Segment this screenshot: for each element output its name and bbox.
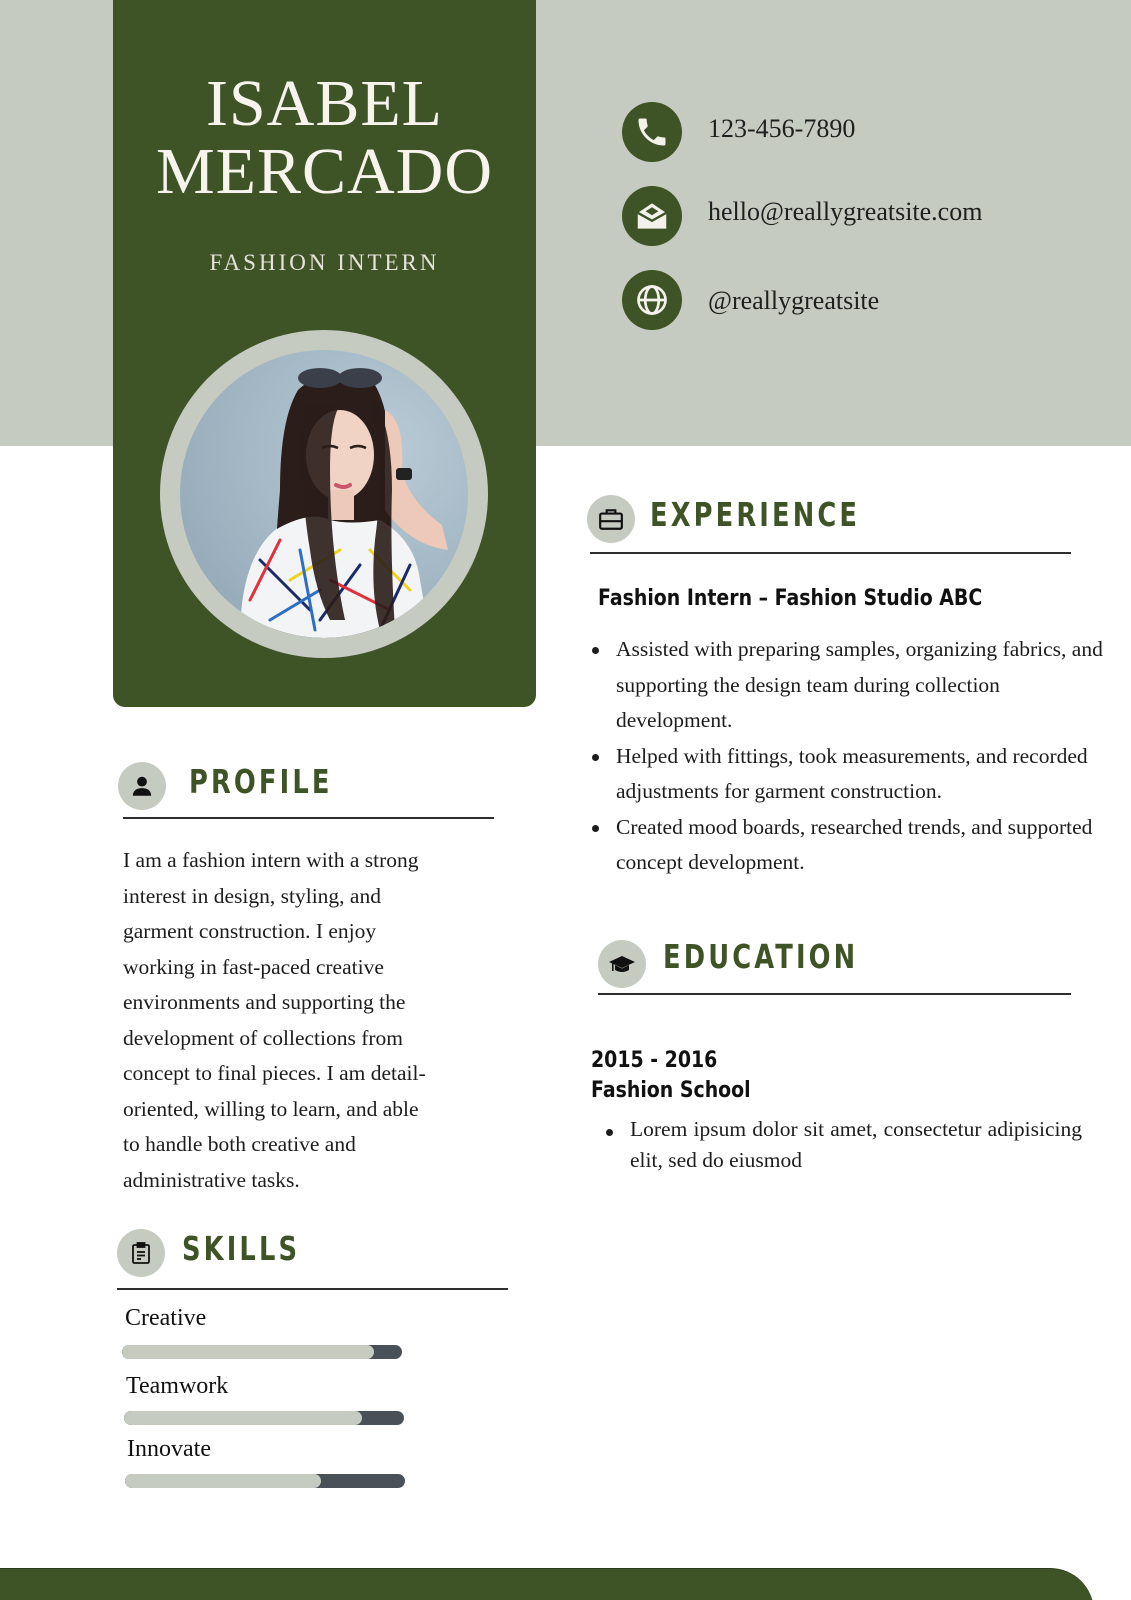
education-school: Fashion School <box>591 1078 751 1103</box>
skill-fill-creative <box>122 1345 374 1359</box>
education-years: 2015 - 2016 <box>591 1048 718 1073</box>
briefcase-icon <box>587 495 635 543</box>
skill-label-teamwork: Teamwork <box>126 1373 229 1399</box>
footer-band <box>0 1568 1094 1600</box>
skill-fill-innovate <box>125 1474 321 1488</box>
job-title: FASHION INTERN <box>209 250 440 275</box>
experience-heading: EXPERIENCE <box>650 495 861 534</box>
email-address: hello@reallygreatsite.com <box>708 197 983 226</box>
user-icon <box>118 762 166 810</box>
education-divider <box>598 993 1071 995</box>
education-bullet: Lorem ipsum dolor sit amet, consectetur adipisicing elit, sed do eiusmod <box>602 1114 1082 1176</box>
profile-photo <box>180 350 468 638</box>
profile-summary: I am a fashion intern with a strong interest in design, styling, and garment construction. I enjoy working in fast-paced creative environments and supporting the development of collections from concept to final pieces. I am detail- oriented, willing to learn, and able to handle both creative and administrative tasks. <box>123 848 426 1192</box>
skill-bar-innovate <box>125 1474 405 1488</box>
education-bullets <box>602 1114 1082 1176</box>
photo-frame <box>160 330 488 658</box>
skill-label-creative: Creative <box>125 1305 207 1331</box>
skill-fill-teamwork <box>124 1411 362 1425</box>
first-name: ISABEL <box>206 67 443 140</box>
last-name: MERCADO <box>155 135 494 208</box>
experience-bullet: Helped with fittings, took measurements, and recorded adjustments for garment construction. <box>588 739 1108 810</box>
portrait-illustration <box>180 350 468 638</box>
skill-label-innovate: Innovate <box>127 1436 211 1462</box>
full-name <box>113 67 536 208</box>
skills-divider <box>117 1288 508 1290</box>
experience-bullet: Assisted with preparing samples, organizing fabrics, and supporting the design team during collection development. <box>588 632 1108 739</box>
profile-divider <box>123 817 494 819</box>
name-panel <box>113 0 536 707</box>
phone-icon <box>622 102 682 162</box>
website-handle: @reallygreatsite <box>708 286 880 315</box>
experience-bullets <box>588 632 1108 881</box>
skill-bar-creative <box>122 1345 402 1359</box>
clipboard-icon <box>117 1229 165 1277</box>
experience-divider <box>590 552 1071 554</box>
skill-bar-teamwork <box>124 1411 404 1425</box>
experience-role: Fashion Intern – Fashion Studio ABC <box>598 586 983 611</box>
graduation-cap-icon <box>598 940 646 988</box>
globe-icon <box>622 270 682 330</box>
skills-heading: SKILLS <box>182 1229 301 1268</box>
envelope-icon <box>622 186 682 246</box>
experience-bullet: Created mood boards, researched trends, and supported concept development. <box>588 810 1108 881</box>
phone-number: 123-456-7890 <box>708 114 856 143</box>
education-heading: EDUCATION <box>663 937 859 976</box>
profile-heading: PROFILE <box>189 762 333 801</box>
